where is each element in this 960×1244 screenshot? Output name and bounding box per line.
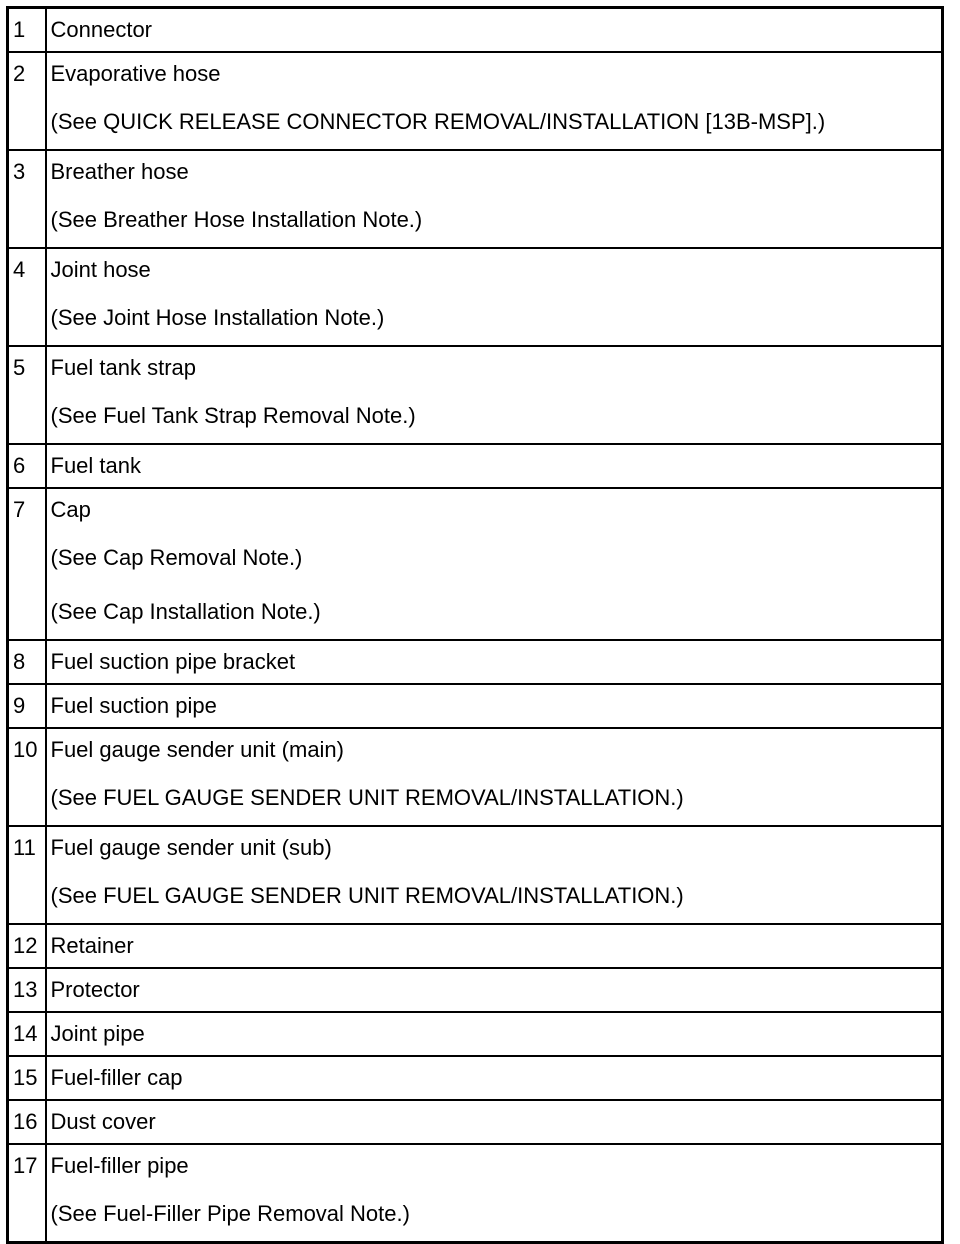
- part-number: 15: [8, 1056, 46, 1100]
- table-row: [8, 488, 943, 640]
- part-name: Protector: [50, 977, 140, 1002]
- part-reference-note: (See Cap Installation Note.): [50, 599, 321, 624]
- part-number: 10: [8, 728, 46, 826]
- part-number: 14: [8, 1012, 46, 1056]
- part-reference-note: (See Fuel-Filler Pipe Removal Note.): [50, 1201, 410, 1226]
- table-row: [8, 150, 943, 248]
- table-row: [8, 346, 943, 444]
- part-name: Cap: [50, 497, 91, 522]
- part-description: [46, 826, 943, 924]
- part-name: Fuel gauge sender unit (sub): [50, 835, 332, 860]
- part-number: 11: [8, 826, 46, 924]
- part-number: 17: [8, 1144, 46, 1243]
- part-name: Fuel-filler cap: [50, 1065, 183, 1090]
- part-name: Retainer: [50, 933, 134, 958]
- part-number: 13: [8, 968, 46, 1012]
- part-name: Evaporative hose: [50, 61, 221, 86]
- table-row: [8, 684, 943, 728]
- part-number: 2: [8, 52, 46, 150]
- part-description: [46, 346, 943, 444]
- table-row: [8, 924, 943, 968]
- part-description: [46, 684, 943, 728]
- table-row: [8, 826, 943, 924]
- part-number: 1: [8, 8, 46, 53]
- table-row: [8, 248, 943, 346]
- part-number: 3: [8, 150, 46, 248]
- part-number: 12: [8, 924, 46, 968]
- part-description: [46, 968, 943, 1012]
- part-description: [46, 52, 943, 150]
- part-name: Connector: [50, 17, 153, 42]
- part-name: Fuel-filler pipe: [50, 1153, 189, 1178]
- table-row: [8, 444, 943, 488]
- table-row: [8, 640, 943, 684]
- part-name: Fuel suction pipe: [50, 693, 217, 718]
- part-name: Fuel tank: [50, 453, 141, 478]
- table-row: [8, 52, 943, 150]
- table-row: [8, 1012, 943, 1056]
- table-row: [8, 1056, 943, 1100]
- part-number: 5: [8, 346, 46, 444]
- part-number: 8: [8, 640, 46, 684]
- part-name: Fuel gauge sender unit (main): [50, 737, 344, 762]
- part-description: [46, 728, 943, 826]
- part-name: Dust cover: [50, 1109, 156, 1134]
- table-row: [8, 8, 943, 53]
- part-description: [46, 248, 943, 346]
- part-reference-note: (See QUICK RELEASE CONNECTOR REMOVAL/INSTALLATION [13B-MSP].): [50, 109, 826, 134]
- part-description: [46, 924, 943, 968]
- parts-table: [6, 6, 944, 1244]
- part-description: [46, 8, 943, 53]
- part-description: [46, 150, 943, 248]
- part-name: Joint hose: [50, 257, 151, 282]
- table-row: [8, 968, 943, 1012]
- part-number: 6: [8, 444, 46, 488]
- table-row: [8, 1100, 943, 1144]
- part-description: [46, 640, 943, 684]
- part-description: [46, 488, 943, 640]
- part-reference-note: (See FUEL GAUGE SENDER UNIT REMOVAL/INSTALLATION.): [50, 883, 684, 908]
- table-row: [8, 728, 943, 826]
- part-reference-note: (See Joint Hose Installation Note.): [50, 305, 385, 330]
- part-number: 7: [8, 488, 46, 640]
- part-reference-note: (See Breather Hose Installation Note.): [50, 207, 423, 232]
- part-number: 9: [8, 684, 46, 728]
- part-reference-note: (See Fuel Tank Strap Removal Note.): [50, 403, 416, 428]
- part-number: 16: [8, 1100, 46, 1144]
- part-name: Fuel suction pipe bracket: [50, 649, 296, 674]
- part-name: Fuel tank strap: [50, 355, 197, 380]
- part-reference-note: (See FUEL GAUGE SENDER UNIT REMOVAL/INSTALLATION.): [50, 785, 684, 810]
- parts-table-body: [8, 8, 943, 1243]
- part-description: [46, 1012, 943, 1056]
- part-description: [46, 444, 943, 488]
- part-reference-note: (See Cap Removal Note.): [50, 545, 303, 570]
- part-number: 4: [8, 248, 46, 346]
- part-description: [46, 1100, 943, 1144]
- part-name: Joint pipe: [50, 1021, 145, 1046]
- part-name: Breather hose: [50, 159, 189, 184]
- part-description: [46, 1056, 943, 1100]
